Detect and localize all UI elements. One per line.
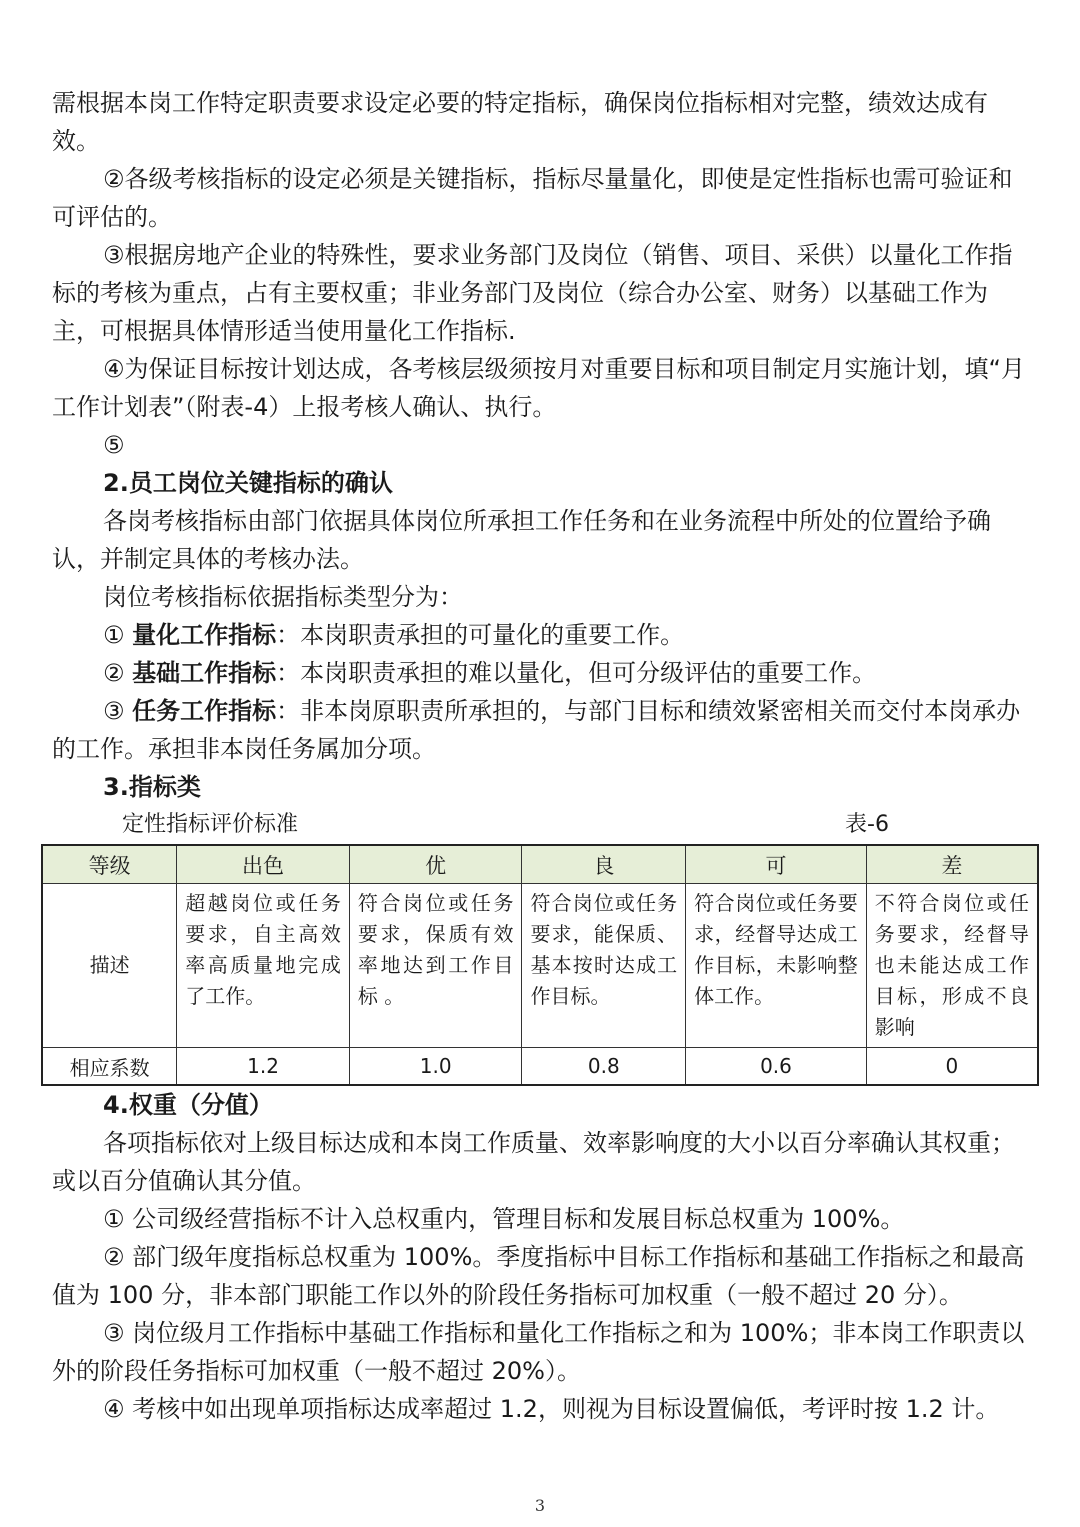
table-coefficient-row <box>42 1048 1038 1086</box>
description-cell: 符合岗位或任务要求，经督导达成工作目标，未影响整体工作。 <box>686 884 867 1048</box>
description-cell: 不符合岗位或任务要求，经督导也未能达成工作目标，形成不良影响 <box>866 884 1038 1048</box>
header-cell-poor: 差 <box>866 845 1038 884</box>
header-cell-good: 优 <box>349 845 522 884</box>
section-4-item-3: ③ 岗位级月工作指标中基础工作指标和量化工作指标之和为 100%；非本岗工作职责以外的阶段任务指标可加权重（一般不超过 20%）。 <box>52 1319 1025 1385</box>
paragraph-continued: 需根据本岗工作特定职责要求设定必要的特定指标，确保岗位指标相对完整，绩效达成有效。 <box>52 89 988 155</box>
section-4-heading: 4.权重（分值） <box>103 1091 273 1119</box>
table-number: 表-6 <box>845 812 889 837</box>
paragraph-item-4: ④为保证目标按计划达成，各考核层级须按月对重要目标和项目制定月实施计划，填“月工作计划表”（附表-4）上报考核人确认、执行。 <box>52 355 1025 421</box>
description-label: 描述 <box>42 884 177 1048</box>
section-2-intro: 各岗考核指标由部门依据具体岗位所承担工作任务和在业务流程中所处的位置给予确认，并制定具体的考核办法。 <box>52 507 991 573</box>
paragraph-item-2: ②各级考核指标的设定必须是关键指标，指标尽量量化，即使是定性指标也需可验证和可评估的。 <box>52 165 1013 231</box>
section-3-heading: 3.指标类 <box>103 773 201 801</box>
indicator-type-desc: ：本岗职责承担的难以量化，但可分级评估的重要工作。 <box>276 659 877 687</box>
header-cell-acceptable: 可 <box>686 845 867 884</box>
qualitative-evaluation-table <box>41 844 1039 1086</box>
description-cell: 符合岗位或任务要求，保质有效率地达到工作目标 。 <box>349 884 522 1048</box>
coefficient-cell: 0.6 <box>686 1048 867 1086</box>
indicator-type-3 <box>52 692 1032 768</box>
section-4-item-4: ④ 考核中如出现单项指标达成率超过 1.2，则视为目标设置偏低，考评时按 1.2 计。 <box>103 1395 1000 1423</box>
indicator-type-name: 基础工作指标 <box>132 659 277 687</box>
document-page <box>52 84 1032 1428</box>
indicator-type-1 <box>52 616 1032 654</box>
table-description-row <box>42 884 1038 1048</box>
section-4-item-2: ② 部门级年度指标总权重为 100%。季度指标中目标工作指标和基础工作指标之和最高值为 100 分，非本部门职能工作以外的阶段任务指标可加权重（一般不超过 20 分）。 <box>52 1243 1025 1309</box>
table-caption-row <box>52 806 1032 844</box>
table-caption: 定性指标评价标准 <box>122 812 299 837</box>
section-2-heading: 2.员工岗位关键指标的确认 <box>103 469 393 497</box>
section-2-types-intro: 岗位考核指标依据指标类型分为： <box>103 583 463 611</box>
page-number: 3 <box>534 1496 546 1515</box>
coefficient-cell: 0 <box>866 1048 1038 1086</box>
indicator-type-2 <box>52 654 1032 692</box>
paragraph-item-3: ③根据房地产企业的特殊性，要求业务部门及岗位（销售、项目、采供）以量化工作指标的考核为重点，占有主要权重；非业务部门及岗位（综合办公室、财务）以基础工作为主，可根据具体情形适当使用量化工作指标. <box>52 241 1013 345</box>
header-cell-excellent: 出色 <box>177 845 350 884</box>
table-header-row <box>42 845 1038 884</box>
header-cell-fair: 良 <box>522 845 686 884</box>
indicator-type-num: ① <box>103 621 125 649</box>
coefficient-cell: 1.2 <box>177 1048 350 1086</box>
section-4-paragraph: 各项指标依对上级目标达成和本岗工作质量、效率影响度的大小以百分率确认其权重；或以百分值确认其分值。 <box>52 1129 1015 1195</box>
paragraph-item-5: ⑤ <box>103 431 125 459</box>
coefficient-label: 相应系数 <box>42 1048 177 1086</box>
coefficient-cell: 0.8 <box>522 1048 686 1086</box>
header-cell-grade: 等级 <box>42 845 177 884</box>
description-cell: 超越岗位或任务要求，自主高效率高质量地完成了工作。 <box>177 884 350 1048</box>
indicator-type-name: 任务工作指标 <box>132 697 277 725</box>
indicator-type-desc: ：非本岗原职责所承担的，与部门目标和绩效紧密相关而交付本岗承办的工作。承担非本岗任务属加分项。 <box>52 697 1021 763</box>
indicator-type-num: ② <box>103 659 125 687</box>
coefficient-cell: 1.0 <box>349 1048 522 1086</box>
section-4-item-1: ① 公司级经营指标不计入总权重内，管理目标和发展目标总权重为 100%。 <box>103 1205 905 1233</box>
indicator-type-name: 量化工作指标 <box>132 621 277 649</box>
description-cell: 符合岗位或任务要求，能保质、基本按时达成工作目标。 <box>522 884 686 1048</box>
indicator-type-desc: ：本岗职责承担的可量化的重要工作。 <box>276 621 685 649</box>
indicator-type-num: ③ <box>103 697 125 725</box>
